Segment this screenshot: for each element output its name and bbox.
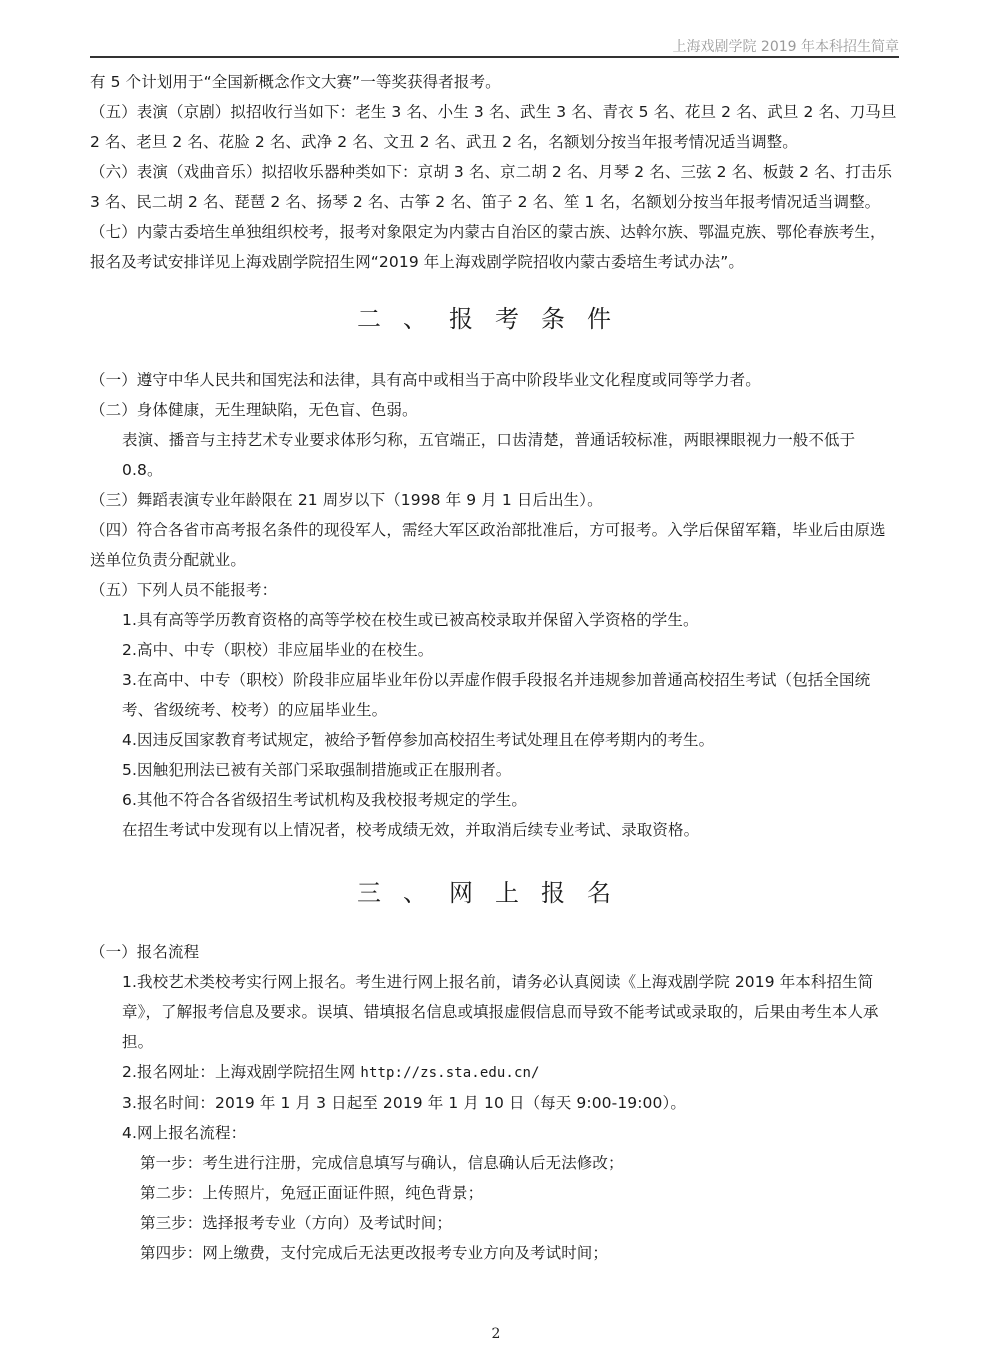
condition-item: 3.在高中、中专（职校）阶段非应届毕业年份以弄虚作假手段报名并违规参加普通高校招生考试（包括全国统考、省级统考、校考）的应届毕业生。 (122, 671, 871, 719)
registration-subheading: （一）报名流程 (90, 943, 200, 961)
registration-url-item (90, 1057, 900, 1088)
condition-item: 6.其他不符合各省级招生考试机构及我校报考规定的学生。 (122, 791, 527, 809)
page-header (90, 30, 899, 58)
paragraph-contest: 有 5 个计划用于“全国新概念作文大赛”一等奖获得者报考。 (90, 73, 501, 91)
document-body (90, 67, 900, 1268)
registration-item: 1.我校艺术类校考实行网上报名。考生进行网上报名前，请务必认真阅读《上海戏剧学院 2019 年本科招生简章》，了解报考信息及要求。误填、错填报名信息或填报虚假信息而导致不能考试或录取的，后果由考生本人承担。 (122, 973, 879, 1051)
condition-item: 在招生考试中发现有以上情况者，校考成绩无效，并取消后续专业考试、录取资格。 (122, 821, 700, 839)
registration-step: 第一步：考生进行注册，完成信息填写与确认，信息确认后无法修改； (140, 1154, 624, 1172)
condition-item: 2.高中、中专（职校）非应届毕业的在校生。 (122, 641, 434, 659)
registration-url-label: 2.报名网址：上海戏剧学院招生网 (122, 1063, 361, 1081)
registration-step: 第三步：选择报考专业（方向）及考试时间； (140, 1214, 453, 1232)
registration-step: 第四步：网上缴费，支付完成后无法更改报考专业方向及考试时间； (140, 1244, 609, 1262)
condition-item: （二）身体健康，无生理缺陷，无色盲、色弱。 (90, 401, 418, 419)
paragraph-jingju-roles: （五）表演（京剧）拟招收行当如下：老生 3 名、小生 3 名、武生 3 名、青衣 5 名、花旦 2 名、武旦 2 名、刀马旦 2 名、老旦 2 名、花脸 2 名、武净 2 名、文丑 2 名、武丑 2 名，名额划分按当年报考情况适当调整。 (90, 103, 897, 151)
condition-item: 表演、播音与主持艺术专业要求体形匀称，五官端正，口齿清楚，普通话较标准，两眼裸眼视力一般不低于 0.8。 (122, 431, 856, 479)
page-number: 2 (491, 1326, 501, 1342)
condition-item: （三）舞蹈表演专业年龄限在 21 周岁以下（1998 年 9 月 1 日后出生）。 (90, 491, 603, 509)
registration-item: 4.网上报名流程： (122, 1124, 247, 1142)
paragraph-opera-music: （六）表演（戏曲音乐）拟招收乐器种类如下：京胡 3 名、京二胡 2 名、月琴 2 名、三弦 2 名、板鼓 2 名、打击乐 3 名、民二胡 2 名、琵琶 2 名、扬琴 2 名、古筝 2 名、笛子 2 名、笙 1 名，名额划分按当年报考情况适当调整。 (90, 163, 893, 211)
condition-item: （一）遵守中华人民共和国宪法和法律，具有高中或相当于高中阶段毕业文化程度或同等学力者。 (90, 371, 761, 389)
registration-item: 3.报名时间：2019 年 1 月 3 日起至 2019 年 1 月 10 日（每天 9:00-19:00）。 (122, 1094, 686, 1112)
condition-item: 1.具有高等学历教育资格的高等学校在校生或已被高校录取并保留入学资格的学生。 (122, 611, 699, 629)
section-heading-conditions: 二、报考条件 (357, 305, 633, 333)
header-title: 上海戏剧学院 2019 年本科招生简章 (672, 39, 899, 55)
condition-item: 4.因违反国家教育考试规定，被给予暂停参加高校招生考试处理且在停考期内的考生。 (122, 731, 715, 749)
paragraph-inner-mongolia: （七）内蒙古委培生单独组织校考，报考对象限定为内蒙古自治区的蒙古族、达斡尔族、鄂温克族、鄂伦春族考生，报名及考试安排详见上海戏剧学院招生网“2019 年上海戏剧学院招收内蒙古委培生考试办法”。 (90, 223, 886, 271)
registration-step: 第二步：上传照片，免冠正面证件照，纯色背景； (140, 1184, 484, 1202)
registration-url-link[interactable]: http://zs.sta.edu.cn/ (360, 1065, 540, 1081)
condition-item: 5.因触犯刑法已被有关部门采取强制措施或正在服刑者。 (122, 761, 512, 779)
condition-item: （五）下列人员不能报考： (90, 581, 278, 599)
section-heading-online-registration: 三、网上报名 (357, 879, 633, 907)
condition-item: （四）符合各省市高考报名条件的现役军人，需经大军区政治部批准后，方可报考。入学后保留军籍，毕业后由原选送单位负责分配就业。 (90, 521, 886, 569)
